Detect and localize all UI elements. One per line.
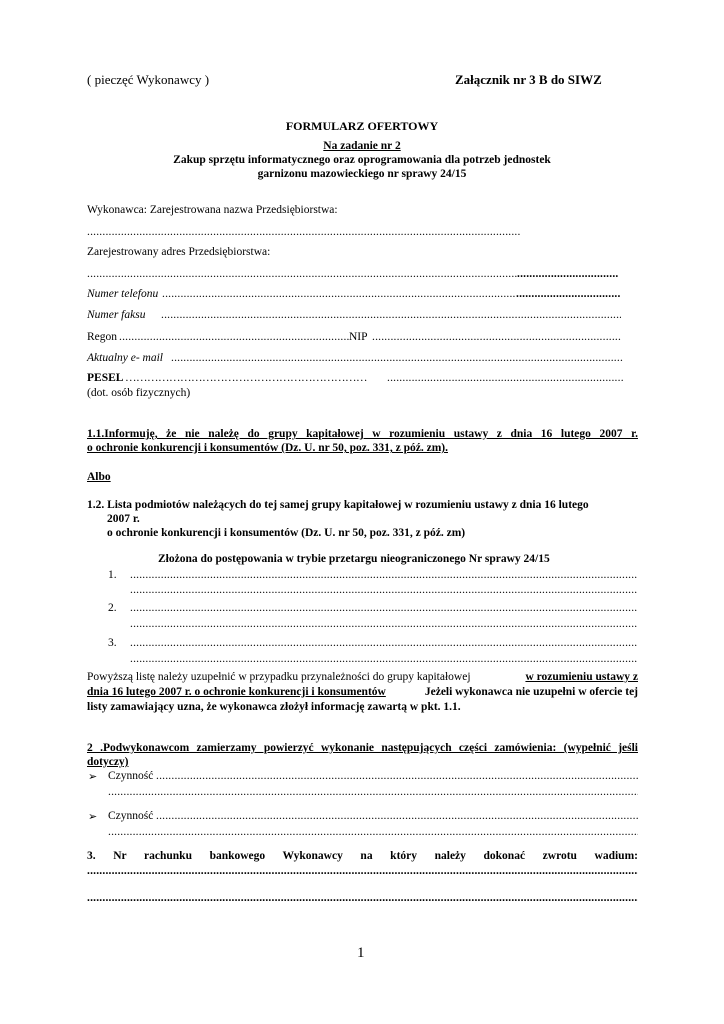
task-2-field-cont[interactable]	[108, 826, 638, 838]
list-item-1-number: 1.	[108, 569, 117, 581]
company-address-label: Zarejestrowany adres Przedsiębiorstwa:	[87, 246, 271, 258]
pesel-field-end[interactable]	[387, 372, 623, 384]
note-line1-emphasis: w rozumieniu ustawy z	[525, 671, 638, 683]
arrow-bullet-icon: ➢	[88, 810, 98, 823]
arrow-bullet-icon: ➢	[88, 770, 98, 783]
phone-label: Numer telefonu	[87, 288, 159, 300]
section-2-line1: 2 .Podwykonawcom zamierzamy powierzyć wykonanie następujących części zamówienia: (wypełnić jeśli	[87, 742, 638, 754]
task-description-line2: garnizonu mazowieckiego nr sprawy 24/15	[257, 168, 467, 180]
list-item-3-number: 3.	[108, 637, 117, 649]
note-line2-text: Jeżeli wykonawca nie uzupełni w ofercie tej	[424, 686, 638, 698]
submitted-label: Złożona do postępowania w trybie przetargu nieograniczonego Nr sprawy 24/15	[158, 553, 550, 565]
list-item-1-field[interactable]	[130, 569, 638, 581]
albo-label: Albo	[87, 471, 111, 483]
phone-field[interactable]	[162, 288, 516, 300]
list-item-3-field-cont[interactable]	[130, 653, 638, 665]
task-2-label: Czynność	[108, 810, 154, 822]
bank-account-field[interactable]	[87, 865, 638, 877]
phone-field-end[interactable]	[516, 288, 621, 300]
email-label: Aktualny e- mail	[87, 352, 164, 364]
note-line2	[87, 686, 638, 698]
bank-account-field-cont[interactable]	[87, 892, 638, 904]
task-description-line1: Zakup sprzętu informatycznego oraz oprogramowania dla potrzeb jednostek	[173, 154, 551, 166]
list-item-3-field[interactable]	[130, 637, 638, 649]
list-item-1-field-cont[interactable]	[130, 584, 638, 596]
task-1-field-cont[interactable]	[108, 786, 638, 798]
list-item-2-number: 2.	[108, 602, 117, 614]
section-1-2-line2: 2007 r.	[107, 513, 140, 525]
task-2-field[interactable]	[156, 810, 638, 822]
section-1-1-line2: o ochronie konkurencji i konsumentów (Dz. U. nr 50, poz. 331, z póź. zm).	[87, 442, 448, 454]
email-field[interactable]	[171, 352, 623, 364]
stamp-label: ( pieczęć Wykonawcy )	[87, 72, 210, 87]
company-address-field-end[interactable]	[517, 268, 619, 280]
pesel-note: (dot. osób fizycznych)	[87, 387, 191, 399]
note-line3: listy zamawiający uzna, że wykonawca złożył informację zawartą w pkt. 1.1.	[87, 701, 461, 713]
list-item-2-field-cont[interactable]	[130, 618, 638, 630]
section-3-line1: 3. Nr rachunku bankowego Wykonawcy na który należy dokonać zwrotu wadium:	[87, 850, 638, 862]
note-line1-text: Powyższą listę należy uzupełnić w przypadku przynależności do grupy kapitałowej	[87, 671, 471, 683]
section-1-2-line1: 1.2. Lista podmiotów należących do tej samej grupy kapitałowej w rozumieniu ustawy z dnia 16 lutego	[87, 499, 589, 511]
attachment-label: Załącznik nr 3 B do SIWZ	[455, 72, 602, 87]
company-name-field[interactable]	[87, 226, 521, 238]
nip-field[interactable]	[372, 331, 621, 343]
note-line2-emphasis: dnia 16 lutego 2007 r. o ochronie konkurencji i konsumentów	[87, 686, 386, 698]
nip-label: NIP	[349, 331, 368, 343]
task-1-label: Czynność	[108, 770, 154, 782]
regon-field[interactable]	[119, 331, 349, 343]
form-title: FORMULARZ OFERTOWY	[285, 119, 439, 133]
list-item-2-field[interactable]	[130, 602, 638, 614]
pesel-field[interactable]: …………………………………………………………	[125, 372, 367, 384]
page-number: 1	[357, 945, 365, 961]
regon-label: Regon	[87, 331, 118, 343]
section-2-line2: dotyczy)	[87, 756, 129, 768]
task-1-field[interactable]	[156, 770, 638, 782]
section-1-2-line3: o ochronie konkurencji i konsumentów (Dz. U. nr 50, poz. 331, z póź. zm)	[107, 527, 466, 539]
pesel-label: PESEL	[87, 372, 124, 384]
note-line1	[87, 671, 638, 683]
company-name-label: Wykonawca: Zarejestrowana nazwa Przedsiębiorstwa:	[87, 204, 338, 216]
company-address-field[interactable]	[87, 268, 517, 280]
task-number: Na zadanie nr 2	[323, 140, 401, 152]
section-1-1-line1: 1.1.Informuję, że nie należę do grupy kapitałowej w rozumieniu ustawy z dnia 16 lutego 2007 r.	[87, 428, 638, 440]
fax-field[interactable]	[161, 309, 621, 321]
fax-label: Numer faksu	[87, 309, 146, 321]
